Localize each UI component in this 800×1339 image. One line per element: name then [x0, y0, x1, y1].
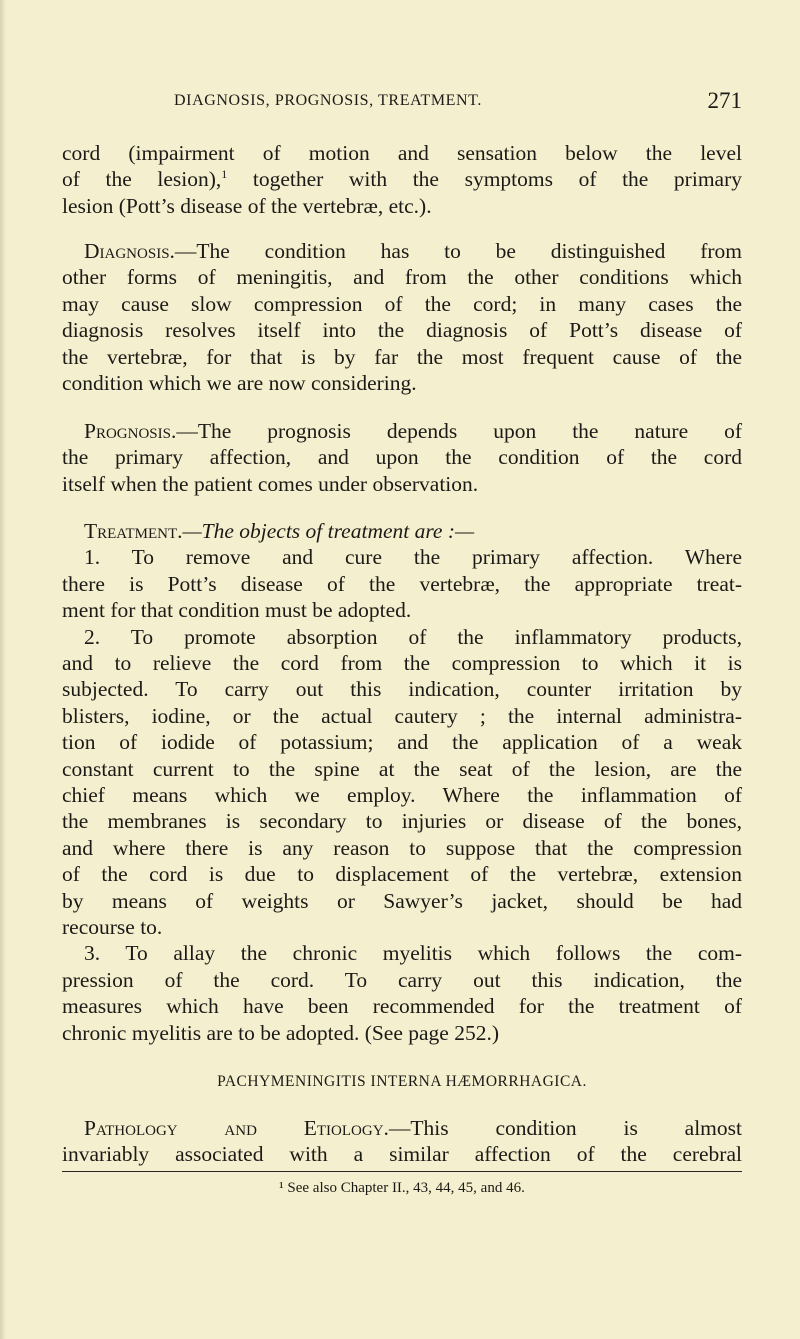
text-line: [62, 993, 742, 1019]
line-text: diagnosis resolves itself into the diagnosis of Pott’s disease of: [62, 318, 742, 343]
text-line: [62, 140, 742, 166]
text-line: [62, 238, 742, 264]
text-line: [62, 1141, 742, 1167]
text-line: [62, 624, 742, 650]
text-line: [62, 597, 742, 623]
line-text: recourse to.: [62, 915, 163, 939]
line-text: of the cord is due to displacement of the vertebræ, extension: [62, 862, 742, 887]
text-line: [62, 418, 742, 444]
text-line: [62, 808, 742, 834]
line-text: of the lesion),$^1$ together with the symptoms of the primary: [62, 167, 742, 192]
running-head: [62, 88, 742, 114]
line-text: —The prognosis depends upon the nature of: [176, 419, 742, 443]
line-text: constant current to the spine at the seat of the lesion, are the: [62, 756, 742, 781]
page-number: 271: [707, 88, 742, 113]
text-line: [62, 317, 742, 343]
footnote: ¹ See also Chapter II., 43, 44, 45, and 46.: [279, 1180, 525, 1196]
text-line: [62, 940, 742, 966]
line-text: blisters, iodine, or the actual cautery ; the internal administra-: [62, 703, 742, 728]
text-line: [62, 264, 742, 290]
text-line: [62, 344, 742, 370]
line-text: —This condition is almost: [388, 1116, 742, 1140]
text-line: [62, 1115, 742, 1141]
text-line: [62, 676, 742, 702]
numbered-item-start: 3. To allay the chronic myelitis which follows the com-: [84, 941, 742, 966]
numbered-item-start: 2. To promote absorption of the inflammatory products,: [84, 624, 742, 649]
text-line: [62, 291, 742, 317]
text-line: [62, 888, 742, 914]
line-text: invariably associated with a similar affection of the cerebral: [62, 1142, 742, 1167]
text-line: [62, 650, 742, 676]
line-text: ment for that condition must be adopted.: [62, 598, 412, 623]
numbered-item-start: 1. To remove and cure the primary affection. Where: [84, 545, 742, 570]
line-text: and where there is any reason to suppose that the compression: [62, 835, 742, 860]
text-line: [62, 861, 742, 887]
section-lead: Diagnosis.: [84, 239, 175, 263]
text-line: [62, 967, 742, 993]
text-line: [62, 914, 742, 940]
line-text: lesion (Pott’s disease of the vertebræ, etc.).: [62, 193, 432, 218]
line-text: chief means which we employ. Where the inflammation of: [62, 783, 742, 807]
section-lead: Prognosis.: [84, 419, 177, 443]
line-text: measures which have been recommended for the treatment of: [62, 994, 742, 1019]
footnote-rule: [62, 1171, 742, 1172]
text-line: [62, 703, 742, 729]
footnote-ref: 1: [221, 167, 228, 182]
line-text: there is Pott’s disease of the vertebræ, the appropriate treat-: [62, 571, 742, 596]
text-line: [62, 444, 742, 470]
line-text: and to relieve the cord from the compression to which it is: [62, 651, 742, 675]
line-text: —The condition has to be distinguished from: [174, 239, 742, 263]
section-lead: Pathology and Etiology.: [84, 1116, 389, 1140]
text-line: [62, 782, 742, 808]
text-line: [62, 544, 742, 570]
text-line: [62, 471, 742, 497]
line-text: may cause slow compression of the cord; in many cases the: [62, 291, 742, 316]
text-line: [62, 193, 742, 219]
line-text: chronic myelitis are to be adopted. (See page 252.): [62, 1020, 500, 1045]
line-text: by means of weights or Sawyer’s jacket, should be had: [62, 888, 742, 913]
text-line: [62, 166, 742, 192]
line-text: subjected. To carry out this indication, counter irritation by: [62, 677, 742, 702]
line-text: itself when the patient comes under observation.: [62, 471, 479, 496]
text-line: [62, 518, 742, 544]
lead-italic: —The objects of treatment are :—: [182, 519, 475, 543]
line-text: the vertebræ, for that is by far the most frequent cause of the: [62, 344, 742, 369]
text-line: [62, 571, 742, 597]
text-line: [62, 756, 742, 782]
section-heading: PACHYMENINGITIS INTERNA HÆMORRHAGICA.: [217, 1073, 587, 1090]
line-text: the primary affection, and upon the condition of the cord: [62, 445, 742, 470]
text-line: [62, 729, 742, 755]
running-head-title: DIAGNOSIS, PROGNOSIS, TREATMENT.: [174, 92, 482, 109]
text-line: [62, 1020, 742, 1046]
text-line: [62, 835, 742, 861]
section-lead: Treatment.: [84, 519, 183, 543]
line-text: condition which we are now considering.: [62, 371, 417, 395]
page-edge: [0, 0, 6, 1339]
line-text: tion of iodide of potassium; and the application of a weak: [62, 730, 742, 755]
line-text: the membranes is secondary to injuries or disease of the bones,: [62, 809, 742, 834]
line-text: other forms of meningitis, and from the other conditions which: [62, 265, 742, 290]
text-line: [62, 370, 742, 396]
line-text: pression of the cord. To carry out this indication, the: [62, 967, 742, 992]
line-text: cord (impairment of motion and sensation below the level: [62, 141, 742, 165]
